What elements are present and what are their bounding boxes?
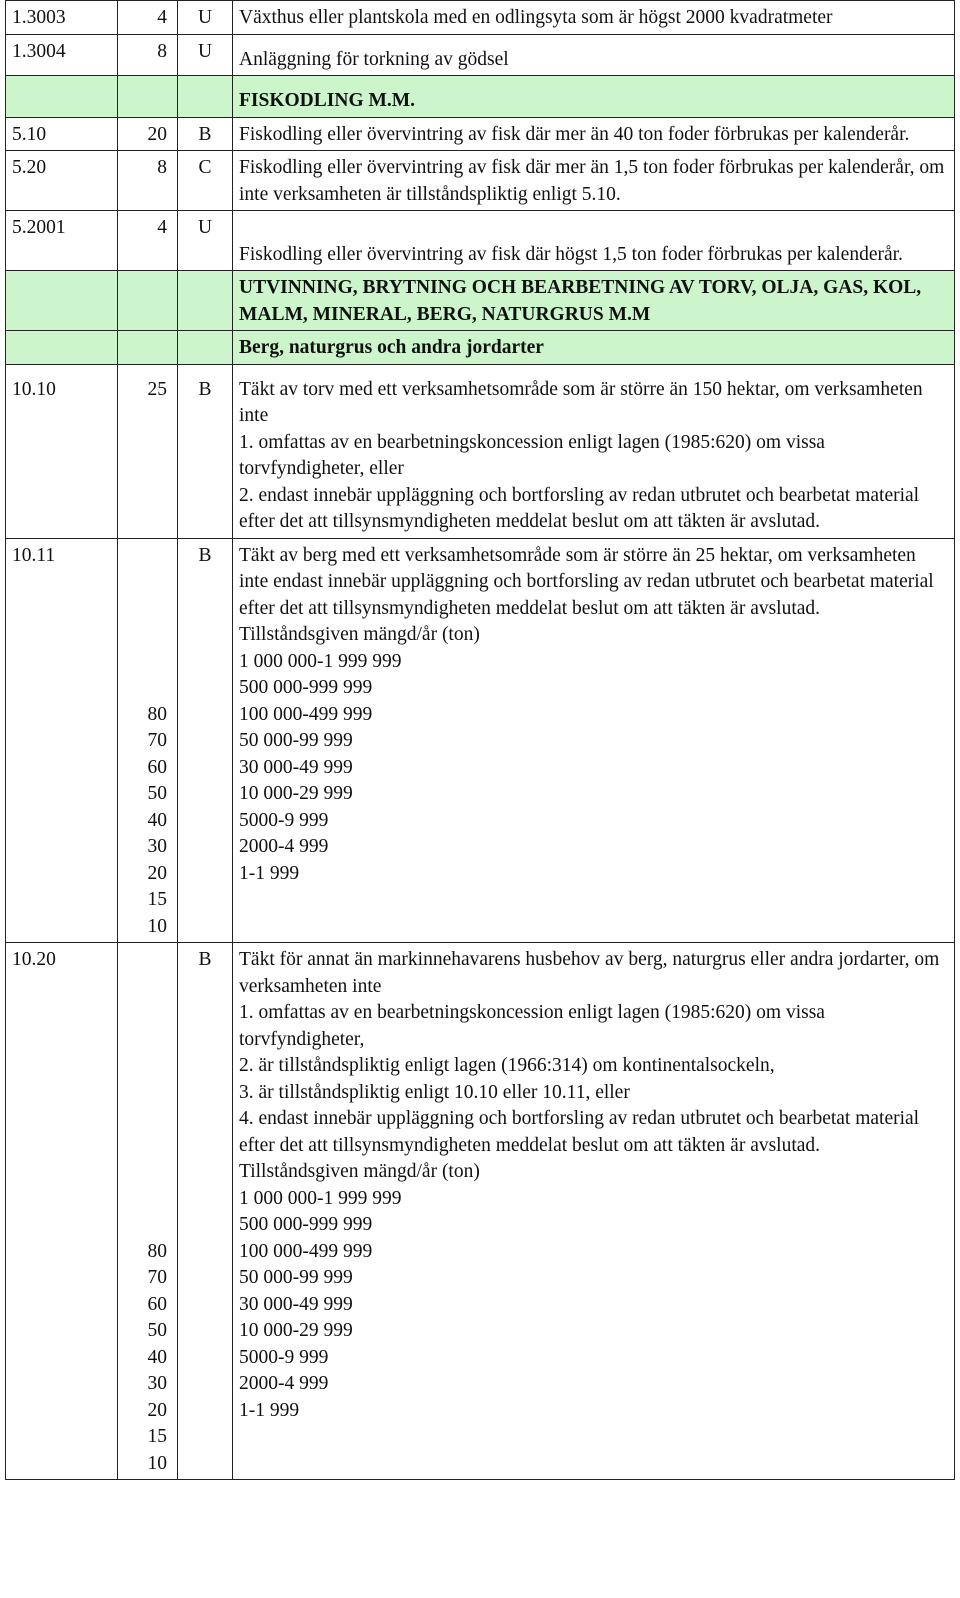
points-value: 4 (118, 211, 178, 271)
activity-code: 1.3003 (6, 1, 118, 35)
tier-range: 2000-4 999 (239, 1373, 329, 1394)
activity-description (233, 364, 955, 538)
description-line: 3. är tillståndspliktig enligt 10.10 eller 10.11, eller (239, 1081, 630, 1103)
description-line: 4. endast innebär uppläggning och bortforsling av redan utbrutet och bearbetat material efter det att tillsynsmyndigheten meddelat beslut om att täkten är avslutad. (239, 1108, 920, 1156)
permit-class: U (178, 1, 233, 35)
tier-range: 1 000 000-1 999 999 (239, 1187, 402, 1209)
tier-range: 500 000-999 999 (239, 1214, 373, 1235)
description-line: 1. omfattas av en bearbetningskoncession enligt lagen (1985:620) om vissa torvfyndigheter, eller (239, 431, 825, 479)
description-text: Täkt av berg med ett verksamhetsområde som är större än 25 hektar, om verksamheten inte endast innebär uppläggning och bortforsling av redan utbrutet och bearbetat material efter det att tillsynsmyndigheten meddelat beslut om att täkten är avslutad. (239, 544, 934, 619)
activity-description (233, 211, 955, 271)
permit-class: U (178, 34, 233, 76)
table-row (6, 364, 955, 538)
description-line: 1. omfattas av en bearbetningskoncession enligt lagen (1985:620) om vissa torvfyndigheter, (239, 1002, 825, 1050)
permit-class: B (178, 117, 233, 151)
tier-points: 80 (147, 703, 167, 725)
tier-range: 100 000-499 999 (239, 1240, 373, 1262)
tier-points: 60 (147, 1293, 167, 1315)
activity-code: 5.10 (6, 117, 118, 151)
tier-points: 30 (147, 836, 167, 857)
activity-code: 10.11 (6, 538, 118, 943)
activity-description (233, 538, 955, 943)
tier-range: 1-1 999 (239, 862, 300, 884)
permit-class: B (178, 364, 233, 538)
table-row (6, 538, 955, 943)
description-text: Fiskodling eller övervintring av fisk där högst 1,5 ton foder förbrukas per kalenderår. (239, 243, 903, 265)
activity-code: 5.20 (6, 151, 118, 211)
activity-code: 1.3004 (6, 34, 118, 76)
table-row (6, 943, 955, 1480)
tier-points: 50 (147, 783, 167, 804)
description-line: Täkt av torv med ett verksamhetsområde som är större än 150 hektar, om verksamheten inte (239, 378, 923, 426)
activity-description: Fiskodling eller övervintring av fisk där mer än 40 ton foder förbrukas per kalenderår. (233, 117, 955, 151)
tier-points: 50 (147, 1320, 167, 1341)
tier-points: 20 (147, 862, 167, 884)
section-heading-row (6, 271, 955, 331)
activity-code: 5.2001 (6, 211, 118, 271)
tier-range: 10 000-29 999 (239, 1320, 353, 1341)
activity-code: 10.20 (6, 943, 118, 1480)
description-line: 2. endast innebär uppläggning och bortforsling av redan utbrutet och bearbetat material efter det att tillsynsmyndigheten meddelat beslut om att täkten är avslutad. (239, 484, 920, 532)
tier-range: 30 000-49 999 (239, 1293, 353, 1315)
activity-code: 10.10 (6, 364, 118, 538)
tier-range: 30 000-49 999 (239, 756, 353, 778)
points-value: 4 (118, 1, 178, 35)
points-value: 25 (118, 364, 178, 538)
tier-points: 10 (147, 1452, 167, 1474)
activity-description: Fiskodling eller övervintring av fisk där mer än 1,5 ton foder förbrukas per kalenderår, om inte verksamheten är tillståndspliktig enligt 5.10. (233, 151, 955, 211)
subsection-heading-row (6, 331, 955, 365)
permit-class: B (178, 943, 233, 1480)
tier-range: 5000-9 999 (239, 1346, 329, 1368)
tier-points: 60 (147, 756, 167, 778)
regulation-table (5, 0, 955, 1480)
tier-range: 50 000-99 999 (239, 1267, 353, 1288)
points-value: 8 (118, 34, 178, 76)
tier-points: 40 (147, 809, 167, 831)
permit-class: U (178, 211, 233, 271)
tier-points: 15 (147, 889, 167, 910)
tier-points: 70 (147, 1267, 167, 1288)
table-row (6, 151, 955, 211)
tier-points: 40 (147, 1346, 167, 1368)
tier-range: 1-1 999 (239, 1399, 300, 1421)
tier-range: 10 000-29 999 (239, 783, 353, 804)
points-value: 8 (118, 151, 178, 211)
activity-description (233, 943, 955, 1480)
tier-range: 500 000-999 999 (239, 677, 373, 698)
tier-points: 15 (147, 1426, 167, 1447)
description-line: 2. är tillståndspliktig enligt lagen (1966:314) om kontinentalsockeln, (239, 1055, 775, 1076)
tier-points: 80 (147, 1240, 167, 1262)
table-row (6, 34, 955, 76)
tier-range: 100 000-499 999 (239, 703, 373, 725)
tier-range: 2000-4 999 (239, 836, 329, 857)
permit-class: B (178, 538, 233, 943)
permit-class: C (178, 151, 233, 211)
section-heading: FISKODLING M.M. (233, 76, 955, 118)
table-row (6, 117, 955, 151)
tiers-title: Tillståndsgiven mängd/år (ton) (239, 624, 480, 645)
table-row (6, 1, 955, 35)
tier-range: 1 000 000-1 999 999 (239, 650, 402, 672)
subsection-heading: Berg, naturgrus och andra jordarter (233, 331, 955, 365)
tiers-title: Tillståndsgiven mängd/år (ton) (239, 1161, 480, 1182)
tier-points: 20 (147, 1399, 167, 1421)
tier-points-column (118, 943, 178, 1480)
table-row (6, 211, 955, 271)
points-value: 20 (118, 117, 178, 151)
tier-points: 10 (147, 915, 167, 937)
section-heading-row (6, 76, 955, 118)
tier-points: 30 (147, 1373, 167, 1394)
description-line: Täkt för annat än markinnehavarens husbehov av berg, naturgrus eller andra jordarter, om verksamheten inte (239, 949, 940, 997)
tier-range: 5000-9 999 (239, 809, 329, 831)
activity-description: Anläggning för torkning av gödsel (233, 34, 955, 76)
activity-description: Växthus eller plantskola med en odlingsyta som är högst 2000 kvadratmeter (233, 1, 955, 35)
section-heading: UTVINNING, BRYTNING OCH BEARBETNING AV TORV, OLJA, GAS, KOL, MALM, MINERAL, BERG, NATURGRUS M.M (233, 271, 955, 331)
tier-range: 50 000-99 999 (239, 730, 353, 751)
tier-points: 70 (147, 730, 167, 751)
tier-points-column (118, 538, 178, 943)
